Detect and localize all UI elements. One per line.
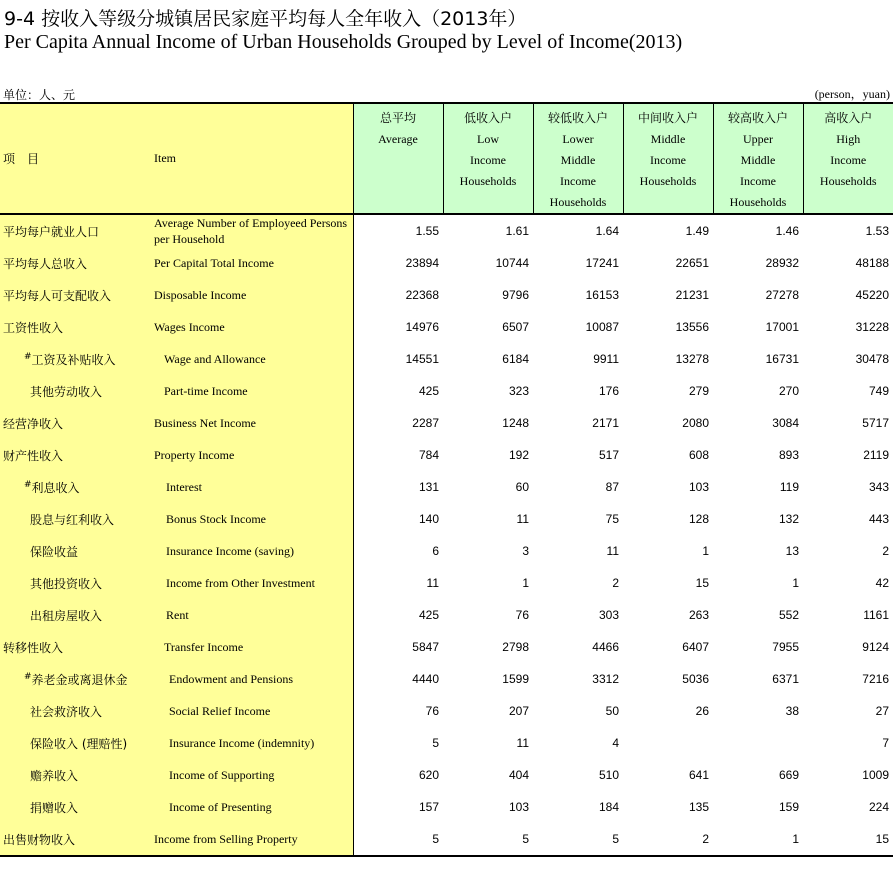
value-cell: 131: [353, 471, 443, 503]
column-header-chinese: 较低收入户: [547, 111, 608, 125]
column-header-english-line: Income: [740, 174, 776, 188]
row-label-chinese: [0, 759, 152, 791]
table-title-english: Per Capita Annual Income of Urban Households Grouped by Level of Income(2013): [4, 31, 683, 53]
unit-label-chinese: 单位：人、元: [3, 88, 76, 102]
value-cell: 6371: [772, 672, 799, 686]
value-cell: 10087: [585, 320, 619, 334]
value-cell: 103: [688, 480, 709, 494]
value-cell: 14976: [353, 311, 443, 343]
table-row: [0, 439, 893, 471]
value-cell: 6507: [502, 320, 529, 334]
row-label-chinese-text: 工资及补贴收入: [31, 352, 116, 367]
row-label-chinese: [0, 567, 152, 599]
row-label-english: Per Capital Total Income: [152, 247, 353, 279]
row-label-chinese-text: 其他投资收入: [30, 576, 103, 591]
column-header: [353, 103, 443, 214]
value-cell: 50: [605, 704, 619, 718]
row-label-chinese: [0, 727, 152, 759]
column-header-english-line: Average: [378, 132, 418, 146]
table-row: [0, 759, 893, 791]
value-cell: 14551: [353, 343, 443, 375]
row-label-english: Income of Supporting: [152, 759, 353, 791]
row-label-chinese: [0, 375, 152, 407]
value-cell: 784: [353, 439, 443, 471]
row-label-chinese-text: 出售财物收入: [3, 832, 76, 847]
value-cell: 13278: [675, 352, 709, 366]
value-cell: 2: [612, 576, 619, 590]
value-cell: 140: [353, 503, 443, 535]
value-cell: 510: [598, 768, 619, 782]
column-header: [803, 103, 893, 214]
row-label-chinese: [0, 631, 152, 663]
value-cell: 343: [868, 480, 889, 494]
row-label-english: Interest: [152, 471, 353, 503]
value-cell: 3: [522, 544, 529, 558]
table-row: [0, 599, 893, 631]
value-cell: 5: [353, 823, 443, 856]
value-cell: 48188: [855, 256, 889, 270]
table-row: [0, 727, 893, 759]
footnote-mark: #: [24, 671, 32, 682]
value-cell: 6: [353, 535, 443, 567]
value-cell: 517: [598, 448, 619, 462]
value-cell: 26: [695, 704, 709, 718]
row-label-english: Endowment and Pensions: [152, 663, 353, 695]
value-cell: 608: [688, 448, 709, 462]
column-header-english-line: Households: [459, 174, 517, 188]
table-body: [0, 214, 893, 856]
column-header-english-line: Households: [639, 174, 697, 188]
row-label-chinese-text: 出租房屋收入: [30, 608, 103, 623]
column-header-english-line: Lower: [562, 132, 594, 146]
column-header-chinese: 低收入户: [463, 111, 512, 125]
value-cell: 1.64: [595, 224, 619, 238]
value-cell: 132: [778, 512, 799, 526]
row-label-chinese-text: 转移性收入: [3, 640, 64, 655]
row-label-english: Social Relief Income: [152, 695, 353, 727]
value-cell: 135: [688, 800, 709, 814]
row-label-chinese: [0, 439, 152, 471]
value-cell: 1: [702, 544, 709, 558]
value-cell: 28932: [765, 256, 799, 270]
value-cell: 224: [868, 800, 889, 814]
value-cell: 1009: [862, 768, 889, 782]
value-cell: 7216: [862, 672, 889, 686]
table-row: [0, 567, 893, 599]
column-header: [533, 103, 623, 214]
row-label-english: Insurance Income (indemnity): [152, 727, 353, 759]
row-label-chinese-text: 捐赠收入: [30, 800, 79, 815]
value-cell: 620: [353, 759, 443, 791]
value-cell: 159: [778, 800, 799, 814]
header-item-english: Item: [152, 103, 353, 214]
row-label-chinese-text: 平均每人总收入: [3, 256, 88, 271]
row-label-english: Business Net Income: [152, 407, 353, 439]
row-label-chinese: [0, 214, 152, 247]
row-label-chinese: [0, 695, 152, 727]
row-label-chinese-text: 其他劳动收入: [30, 384, 103, 399]
table-title-chinese: 9-4 按收入等级分城镇居民家庭平均每人全年收入（2013年）: [4, 8, 527, 30]
value-cell: 27278: [765, 288, 799, 302]
table-row: [0, 279, 893, 311]
value-cell: 6184: [502, 352, 529, 366]
value-cell: [623, 727, 713, 759]
value-cell: 552: [778, 608, 799, 622]
value-cell: 42: [875, 576, 889, 590]
value-cell: 279: [688, 384, 709, 398]
row-label-chinese-text: 社会救济收入: [30, 704, 103, 719]
row-label-chinese-text: 保险收益: [30, 544, 79, 559]
income-table: [0, 102, 893, 857]
column-header-english-line: Middle: [740, 153, 776, 167]
row-label-chinese: [0, 471, 152, 503]
row-label-chinese-text: 工资性收入: [3, 320, 64, 335]
value-cell: 1: [522, 576, 529, 590]
value-cell: 21231: [675, 288, 709, 302]
row-label-chinese: [0, 535, 152, 567]
value-cell: 75: [605, 512, 619, 526]
value-cell: 893: [778, 448, 799, 462]
table-row: [0, 311, 893, 343]
value-cell: 184: [598, 800, 619, 814]
table-row: [0, 407, 893, 439]
row-label-chinese: [0, 247, 152, 279]
value-cell: 3312: [592, 672, 619, 686]
value-cell: 15: [695, 576, 709, 590]
value-cell: 27: [875, 704, 889, 718]
row-label-english: Wage and Allowance: [152, 343, 353, 375]
table-row: [0, 663, 893, 695]
value-cell: 425: [353, 599, 443, 631]
value-cell: 128: [688, 512, 709, 526]
table-row: [0, 343, 893, 375]
value-cell: 1.46: [775, 224, 799, 238]
footnote-mark: #: [24, 479, 32, 490]
table-row: [0, 695, 893, 727]
value-cell: 7: [882, 736, 889, 750]
value-cell: 5: [533, 823, 623, 856]
column-header-english-line: Low: [477, 132, 499, 146]
value-cell: 6407: [682, 640, 709, 654]
column-header-chinese: 总平均: [379, 111, 416, 125]
row-label-chinese: [0, 407, 152, 439]
row-label-chinese-text: 股息与红利收入: [30, 512, 115, 527]
value-cell: 3084: [772, 416, 799, 430]
table-row: [0, 471, 893, 503]
row-label-chinese: [0, 663, 152, 695]
value-cell: 9796: [502, 288, 529, 302]
value-cell: 2119: [863, 448, 889, 462]
row-label-chinese-text: 利息收入: [31, 480, 80, 495]
value-cell: 4: [612, 736, 619, 750]
column-header-english-line: High: [836, 132, 861, 146]
value-cell: 31228: [855, 320, 889, 334]
value-cell: 5036: [682, 672, 709, 686]
table-row: [0, 823, 893, 856]
column-header-chinese: 高收入户: [824, 111, 873, 125]
value-cell: 2: [882, 544, 889, 558]
row-label-chinese: [0, 823, 152, 856]
value-cell: 13: [785, 544, 799, 558]
value-cell: 16153: [585, 288, 619, 302]
table-row: [0, 791, 893, 823]
value-cell: 669: [778, 768, 799, 782]
column-header-english-line: Upper: [743, 132, 773, 146]
column-header-english-line: Income: [830, 153, 867, 167]
row-label-english: Rent: [152, 599, 353, 631]
column-header-chinese: 较高收入户: [727, 111, 788, 125]
row-label-chinese-text: 平均每人可支配收入: [3, 288, 112, 303]
value-cell: 443: [868, 512, 889, 526]
value-cell: 1.55: [353, 214, 443, 247]
column-header-chinese: 中间收入户: [637, 111, 698, 125]
value-cell: 404: [508, 768, 529, 782]
row-label-chinese-text: 平均每户就业人口: [3, 224, 100, 239]
column-header: [713, 103, 803, 214]
row-label-english: Part-time Income: [152, 375, 353, 407]
value-cell: 1161: [863, 608, 889, 622]
row-label-english: Income from Other Investment: [152, 567, 353, 599]
value-cell: 2287: [353, 407, 443, 439]
value-cell: 17241: [585, 256, 619, 270]
value-cell: 2: [623, 823, 713, 856]
column-header: [623, 103, 713, 214]
value-cell: 157: [353, 791, 443, 823]
value-cell: 15: [803, 823, 893, 856]
value-cell: 2080: [682, 416, 709, 430]
value-cell: 45220: [855, 288, 889, 302]
row-label-chinese: [0, 599, 152, 631]
table-row: [0, 247, 893, 279]
value-cell: 9911: [593, 352, 619, 366]
value-cell: 2798: [502, 640, 529, 654]
value-cell: 207: [508, 704, 529, 718]
value-cell: 1: [713, 823, 803, 856]
footnote-mark: #: [24, 351, 32, 362]
value-cell: 16731: [765, 352, 799, 366]
row-label-english: Average Number of Employeed Persons per Household: [152, 214, 353, 247]
row-label-chinese: [0, 279, 152, 311]
row-label-english: Wages Income: [152, 311, 353, 343]
row-label-chinese: [0, 311, 152, 343]
value-cell: [713, 727, 803, 759]
header-item-chinese: 项 目: [0, 103, 152, 214]
value-cell: 76: [353, 695, 443, 727]
column-header: [443, 103, 533, 214]
value-cell: 22651: [675, 256, 709, 270]
row-label-chinese: [0, 343, 152, 375]
value-cell: 5847: [353, 631, 443, 663]
value-cell: 749: [868, 384, 889, 398]
row-label-chinese-text: 经营净收入: [3, 416, 64, 431]
value-cell: 1.53: [865, 224, 889, 238]
value-cell: 2171: [592, 416, 619, 430]
row-label-english: Bonus Stock Income: [152, 503, 353, 535]
value-cell: 103: [508, 800, 529, 814]
value-cell: 9124: [862, 640, 889, 654]
value-cell: 10744: [495, 256, 529, 270]
value-cell: 4440: [353, 663, 443, 695]
value-cell: 5717: [862, 416, 889, 430]
table-row: [0, 631, 893, 663]
row-label-english: Income from Selling Property: [152, 823, 353, 856]
row-label-chinese: [0, 791, 152, 823]
value-cell: 425: [353, 375, 443, 407]
value-cell: 119: [779, 480, 799, 494]
value-cell: 5: [443, 823, 533, 856]
value-cell: 11: [606, 544, 619, 558]
table-row: [0, 375, 893, 407]
table-row: [0, 503, 893, 535]
value-cell: 1: [792, 576, 799, 590]
value-cell: 263: [688, 608, 709, 622]
value-cell: 1.61: [505, 224, 529, 238]
column-header-english-line: Income: [470, 153, 506, 167]
column-header-english-line: Middle: [560, 153, 596, 167]
value-cell: 38: [785, 704, 799, 718]
value-cell: 176: [598, 384, 619, 398]
column-header-english-line: Households: [729, 195, 787, 209]
row-label-english: Transfer Income: [152, 631, 353, 663]
row-label-chinese: [0, 503, 152, 535]
table-row: [0, 535, 893, 567]
value-cell: 87: [605, 480, 619, 494]
value-cell: 1248: [502, 416, 529, 430]
unit-label-english: (person，yuan): [814, 87, 890, 101]
value-cell: 17001: [765, 320, 799, 334]
value-cell: 11: [516, 512, 529, 526]
row-label-chinese-text: 保险收入 (理赔性): [30, 736, 128, 751]
value-cell: 4466: [592, 640, 619, 654]
row-label-english: Disposable Income: [152, 279, 353, 311]
value-cell: 641: [688, 768, 709, 782]
row-label-english: Income of Presenting: [152, 791, 353, 823]
value-cell: 23894: [353, 247, 443, 279]
row-label-chinese-text: 养老金或离退休金: [31, 672, 128, 687]
column-header-english-line: Income: [650, 153, 686, 167]
row-label-english: Property Income: [152, 439, 353, 471]
column-header-english-line: Income: [560, 174, 596, 188]
table-header-row: [0, 103, 893, 214]
row-label-english: Insurance Income (saving): [152, 535, 353, 567]
row-label-chinese-text: 赡养收入: [30, 768, 79, 783]
row-label-chinese-text: 财产性收入: [3, 448, 64, 463]
column-header-english-line: Households: [819, 174, 877, 188]
value-cell: 1599: [502, 672, 529, 686]
value-cell: 192: [508, 448, 529, 462]
value-cell: 11: [516, 736, 529, 750]
value-cell: 1.49: [685, 224, 709, 238]
value-cell: 7955: [772, 640, 799, 654]
value-cell: 270: [778, 384, 799, 398]
value-cell: 303: [598, 608, 619, 622]
value-cell: 5: [353, 727, 443, 759]
column-header-english-line: Middle: [650, 132, 686, 146]
value-cell: 11: [353, 567, 443, 599]
value-cell: 22368: [353, 279, 443, 311]
value-cell: 60: [515, 480, 529, 494]
value-cell: 30478: [855, 352, 889, 366]
value-cell: 13556: [675, 320, 709, 334]
column-header-english-line: Households: [549, 195, 607, 209]
table-row: [0, 214, 893, 247]
value-cell: 76: [515, 608, 529, 622]
value-cell: 323: [508, 384, 529, 398]
